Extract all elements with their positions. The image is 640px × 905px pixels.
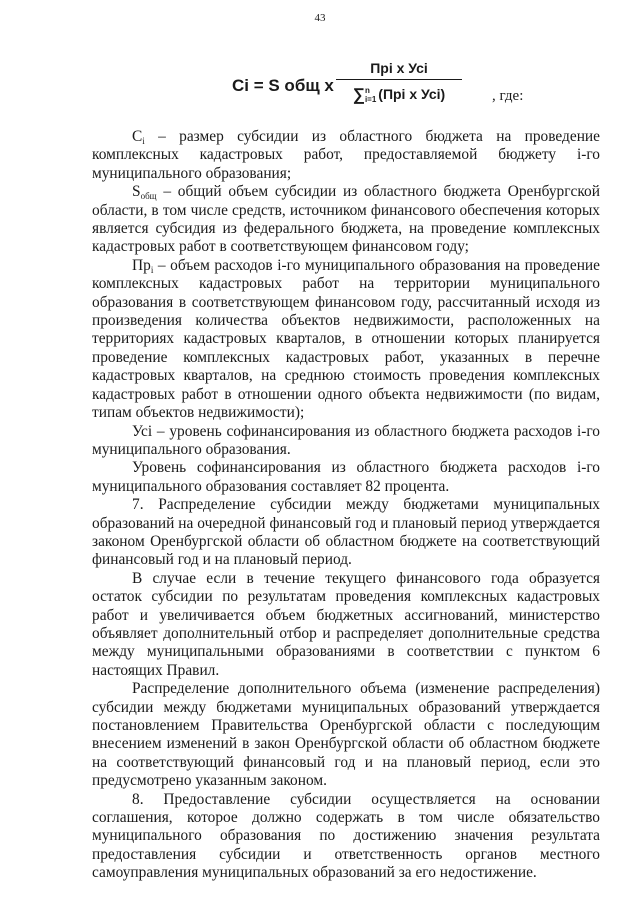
paragraph-cofinancing-level: Уровень софинансирования из областного бюджета расходов i-го муниципального образования составляет 82 процента. xyxy=(92,459,600,495)
sum-symbol: ∑ xyxy=(352,85,365,104)
term-subscript: i xyxy=(150,264,154,275)
sum-limits xyxy=(365,86,376,104)
paragraph-text: – размер субсидии из областного бюджета на проведение комплексных кадастровых работ, предоставляемой бюджету i-го муниципального образования; xyxy=(92,128,600,182)
paragraph-additional-distribution: Распределение дополнительного объема (изменение распределения) субсидии между бюджетами муниципальных образований утверждается постановлением Правительства Оренбургской области с последующим внесением изменений в закон Оренбургской области об областном бюджете на соответствующий финансовый год и на плановый период, если это предусмотрено указанным законом. xyxy=(92,680,600,790)
term: Пр xyxy=(132,256,151,274)
paragraph-item-7: 7. Распределение субсидии между бюджетами муниципальных образований на очередной финансовый год и плановый период утверждается законом Оренбургской области об областном бюджете на соответствующий финансовый год и на плановый период. xyxy=(92,496,600,569)
paragraph-ci xyxy=(92,128,600,183)
term-subscript: i xyxy=(142,136,145,146)
subsidy-formula xyxy=(0,58,640,118)
term: S xyxy=(132,183,141,201)
paragraph-text: – объем расходов i-го муниципального образования на проведение комплексных кадастровых работ на территории муниципального образования в соответствующем финансовом году, рассчитанный исходя из произведения количества объектов недвижимости, расположенных на территориях кадастровых кварталов, в отношении которых планируется проведение комплексных кадастровых работ, указанных в перечне кадастровых кварталов, на среднюю стоимость проведения комплексных кадастровых работ в отношении одного объекта недвижимости (по видам, типам объектов недвижимости); xyxy=(92,256,600,422)
body-text xyxy=(92,128,600,883)
paragraph-remainder: В случае если в течение текущего финансового года образуется остаток субсидии по результатам проведения комплексных кадастровых работ и увеличивается объем бюджетных ассигнований, министерство объявляет дополнительный отбор и распределяет дополнительные средства между муниципальными образованиями в соответствии с пунктом 6 настоящих Правил. xyxy=(92,569,600,679)
formula-where: , где: xyxy=(492,88,524,104)
sum-upper-limit: n xyxy=(364,86,370,96)
fraction-bar xyxy=(336,79,462,80)
paragraph-pri xyxy=(92,257,600,423)
page-number: 43 xyxy=(314,12,326,24)
term-subscript: общ xyxy=(140,191,157,202)
paragraph-usi: Усi – уровень софинансирования из областного бюджета расходов i-го муниципального образования. xyxy=(92,422,600,458)
term: C xyxy=(132,128,143,145)
paragraph-sobsh xyxy=(92,183,600,257)
paragraph-item-8: 8. Предоставление субсидии осуществляется на основании соглашения, которое должно содержать в том числе обязательство муниципального образования по достижению значения результата предоставления субсидии и ответственность органов местного самоуправления муниципальных образований за его недостижение. xyxy=(92,790,600,882)
formula-fraction xyxy=(336,58,462,106)
paragraph-text: – общий объем субсидии из областного бюджета Оренбургской области, в том числе средств, источником финансового обеспечения которых является субсидия из федерального бюджета, на проведение комплексных кадастровых работ в соответствующем финансовом году; xyxy=(92,183,600,256)
sum-lower-limit: i=1 xyxy=(364,95,377,105)
formula-numerator: Прi х Усi xyxy=(370,60,428,76)
formula-denominator: (Прi х Усi) xyxy=(378,86,446,102)
formula-denominator-group xyxy=(336,82,462,106)
formula-lhs: Ci = S общ х xyxy=(232,76,334,95)
